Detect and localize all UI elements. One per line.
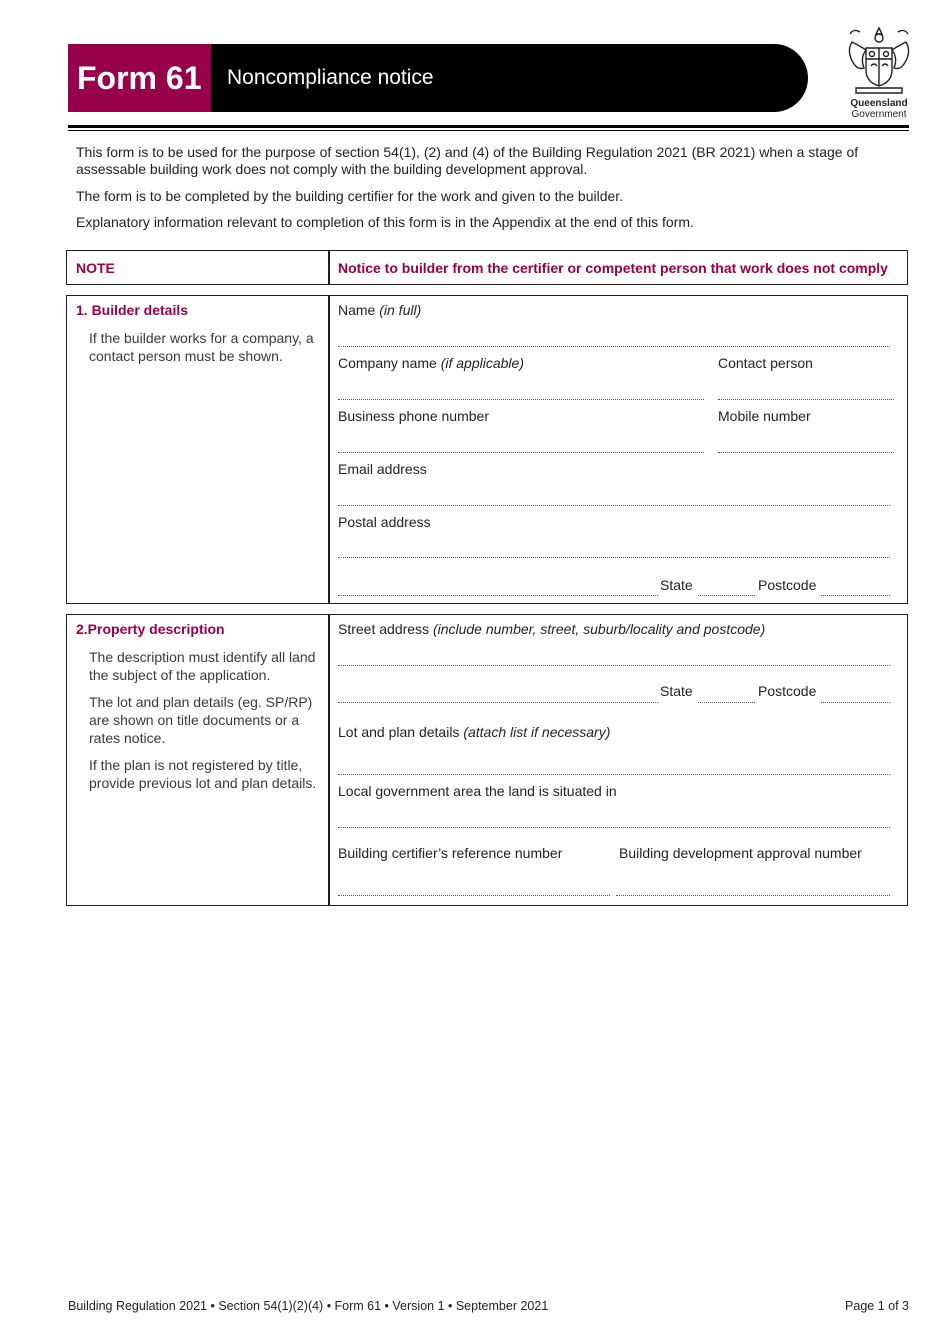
form-number: Form 61: [68, 44, 211, 112]
header-rule-thin: [68, 130, 909, 131]
street-address-field-line2[interactable]: [338, 702, 658, 703]
coat-of-arms-icon: [844, 24, 914, 96]
mobile-number-label: Mobile number: [718, 408, 811, 424]
postal-address-field-line2[interactable]: [338, 595, 658, 596]
approval-number-label: Building development approval number: [619, 845, 862, 861]
column-divider: [328, 251, 330, 284]
property-description-section: [66, 614, 908, 906]
business-phone-label: Business phone number: [338, 408, 489, 424]
state-label: State: [660, 683, 693, 699]
property-description-title: 2.Property description: [76, 621, 225, 637]
property-note-3: If the plan is not registered by title, provide previous lot and plan details.: [89, 757, 317, 791]
note-header-box: [66, 250, 908, 285]
contact-person-label: Contact person: [718, 355, 813, 371]
postcode-field[interactable]: [821, 595, 890, 596]
form-title: Noncompliance notice: [227, 66, 434, 89]
state-field[interactable]: [698, 702, 755, 703]
business-phone-field[interactable]: [338, 452, 704, 453]
builder-details-section: [66, 295, 908, 604]
name-label: Name (in full): [338, 302, 422, 318]
builder-details-title: 1. Builder details: [76, 302, 189, 318]
logo-name: Queensland: [850, 98, 908, 109]
note-heading: Notice to builder from the certifier or competent person that work does not comply: [338, 260, 888, 276]
lot-plan-label: Lot and plan details (attach list if necessary): [338, 724, 611, 740]
intro-paragraph-1: This form is to be used for the purpose of section 54(1), (2) and (4) of the Building Regulation 2021 (BR 2021) when a stage of assessable building work does not comply with the building development approval.: [76, 144, 859, 177]
email-address-field[interactable]: [338, 505, 890, 506]
note-label: NOTE: [76, 260, 115, 276]
state-label: State: [660, 577, 693, 593]
footer-citation: Building Regulation 2021 • Section 54(1)(2)(4) • Form 61 • Version 1 • September 2021: [68, 1299, 549, 1313]
intro-paragraph-2: The form is to be completed by the building certifier for the work and given to the builder.: [76, 188, 624, 204]
company-name-field[interactable]: [338, 399, 704, 400]
column-divider: [328, 296, 330, 603]
contact-person-field[interactable]: [718, 399, 894, 400]
name-field[interactable]: [338, 346, 890, 347]
builder-details-note: If the builder works for a company, a contact person must be shown.: [89, 330, 314, 364]
street-address-label: Street address (include number, street, suburb/locality and postcode): [338, 621, 766, 637]
logo-sub: Government: [851, 109, 907, 120]
email-address-label: Email address: [338, 461, 427, 477]
property-note-2: The lot and plan details (eg. SP/RP) are shown on title documents or a rates notice.: [89, 694, 313, 746]
approval-number-field[interactable]: [616, 895, 890, 896]
lot-plan-field[interactable]: [338, 774, 890, 775]
property-note-1: The description must identify all land the subject of the application.: [89, 649, 316, 683]
certifier-reference-label: Building certifier’s reference number: [338, 845, 563, 861]
header-rule: [68, 125, 909, 128]
state-field[interactable]: [698, 595, 755, 596]
queensland-government-logo: [840, 24, 918, 122]
street-address-field-line1[interactable]: [338, 665, 890, 666]
postcode-label: Postcode: [758, 577, 817, 593]
postcode-field[interactable]: [821, 702, 890, 703]
postcode-label: Postcode: [758, 683, 817, 699]
mobile-number-field[interactable]: [718, 452, 894, 453]
intro-paragraph-3: Explanatory information relevant to completion of this form is in the Appendix at the end of this form.: [76, 214, 694, 230]
postal-address-field-line1[interactable]: [338, 557, 890, 558]
page-number: Page 1 of 3: [845, 1299, 909, 1313]
postal-address-label: Postal address: [338, 514, 431, 530]
local-government-field[interactable]: [338, 827, 890, 828]
column-divider: [328, 615, 330, 905]
local-government-label: Local government area the land is situated in: [338, 783, 617, 799]
certifier-reference-field[interactable]: [338, 895, 610, 896]
company-name-label: Company name (if applicable): [338, 355, 524, 371]
